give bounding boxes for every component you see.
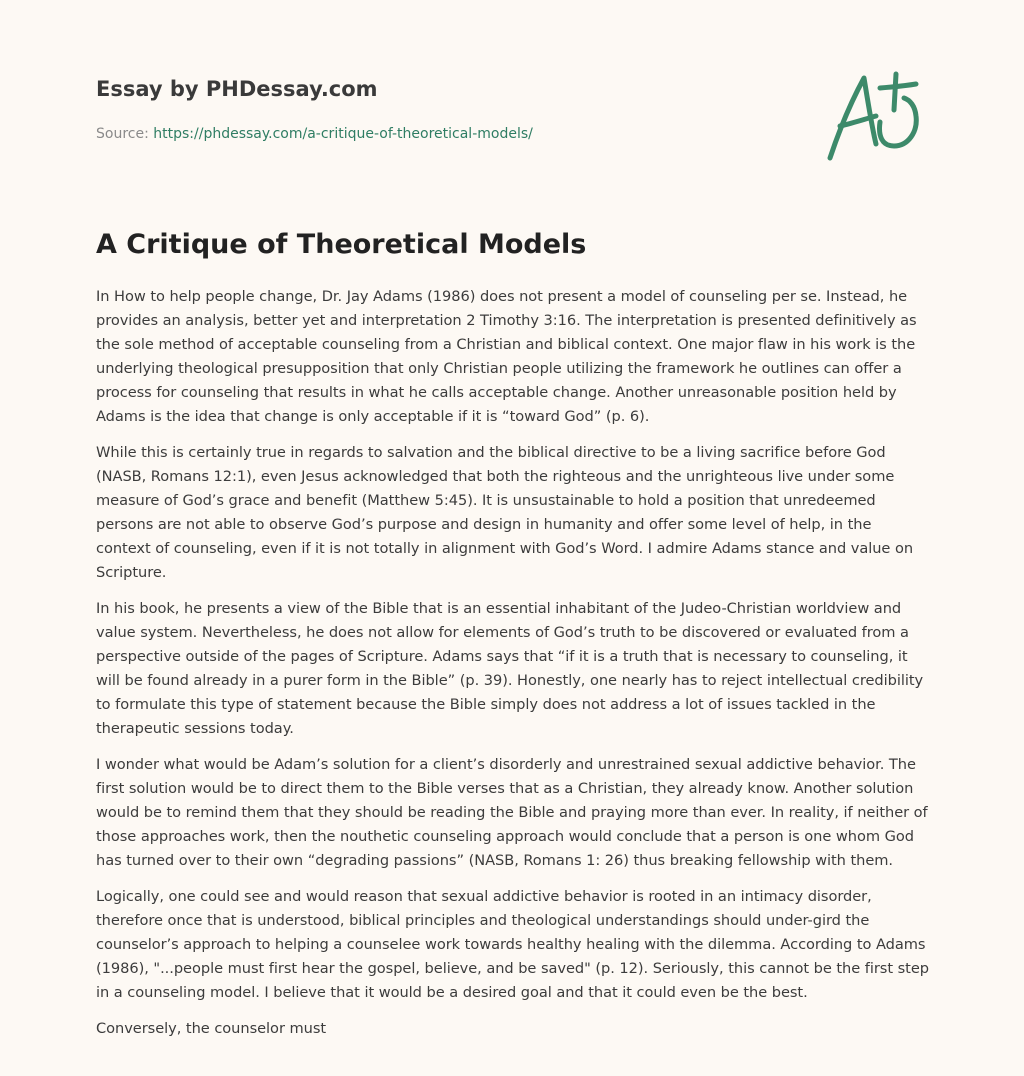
paragraph: While this is certainly true in regards to salvation and the biblical directive to be a living sacrifice before God (NASB, Romans 12:1), even Jesus acknowledged that both the righteous and the unrighteous live under some measure of God’s grace and benefit (Matthew 5:45). It is unsustainable to hold a position that unredeemed persons are not able to observe God’s purpose and design in humanity and offer some level of help, in the context of counseling, even if it is not totally in alignment with God’s Word. I admire Adams stance and value on Scripture.	[96, 444, 914, 581]
paragraph: I wonder what would be Adam’s solution for a client’s disorderly and unrestrained sexual addictive behavior. The first solution would be to direct them to the Bible verses that as a Christian, they already know. Another solution would be to remind them that they should be reading the Bible and praying more than ever. In reality, if neither of those approaches work, then the nouthetic counseling approach would conclude that a person is one whom God has turned over to their own “degrading passions” (NASB, Romans 1: 26) thus breaking fellowship with them.	[96, 756, 928, 869]
paragraph: In How to help people change, Dr. Jay Adams (1986) does not present a model of counseling per se. Instead, he provides an analysis, better yet and interpretation 2 Timothy 3:16. The interpretation is presented definitively as the sole method of acceptable counseling from a Christian and biblical context. One major flaw in his work is the underlying theological presupposition that only Christian people utilizing the framework he outlines can offer a process for counseling that results in what he calls acceptable change. Another unreasonable position held by Adams is the idea that change is only acceptable if it is “toward God” (p. 6).	[96, 288, 917, 425]
paragraph: In his book, he presents a view of the Bible that is an essential inhabitant of the Judeo-Christian worldview and value system. Nevertheless, he does not allow for elements of God’s truth to be discovered or evaluated from a perspective outside of the pages of Scripture. Adams says that “if it is a truth that is necessary to counseling, it will be found already in a purer form in the Bible” (p. 39). Honestly, one nearly has to reject intellectual credibility to formulate this type of statement because the Bible simply does not address a lot of issues tackled in the therapeutic sessions today.	[96, 600, 924, 737]
article-title: A Critique of Theoretical Models	[96, 229, 587, 260]
header	[96, 74, 796, 144]
a-plus-grade-logo	[818, 66, 930, 166]
source-link[interactable]: https://phdessay.com/a-critique-of-theoretical-models/	[153, 126, 533, 142]
source-label: Source:	[96, 126, 154, 142]
site-brand: Essay by PHDessay.com	[96, 77, 378, 101]
paragraph: Conversely, the counselor must	[96, 1020, 327, 1037]
paragraph: Logically, one could see and would reason that sexual addictive behavior is rooted in an intimacy disorder, therefore once that is understood, biblical principles and theological understandings should under-gird the counselor’s approach to helping a counselee work towards healthy healing with the dilemma. According to Adams (1986), "...people must first hear the gospel, believe, and be saved" (p. 12). Seriously, this cannot be the first step in a counseling model. I believe that it would be a desired goal and that it could even be the best.	[96, 888, 929, 1001]
source-line	[96, 124, 796, 144]
article-body	[96, 285, 930, 1053]
